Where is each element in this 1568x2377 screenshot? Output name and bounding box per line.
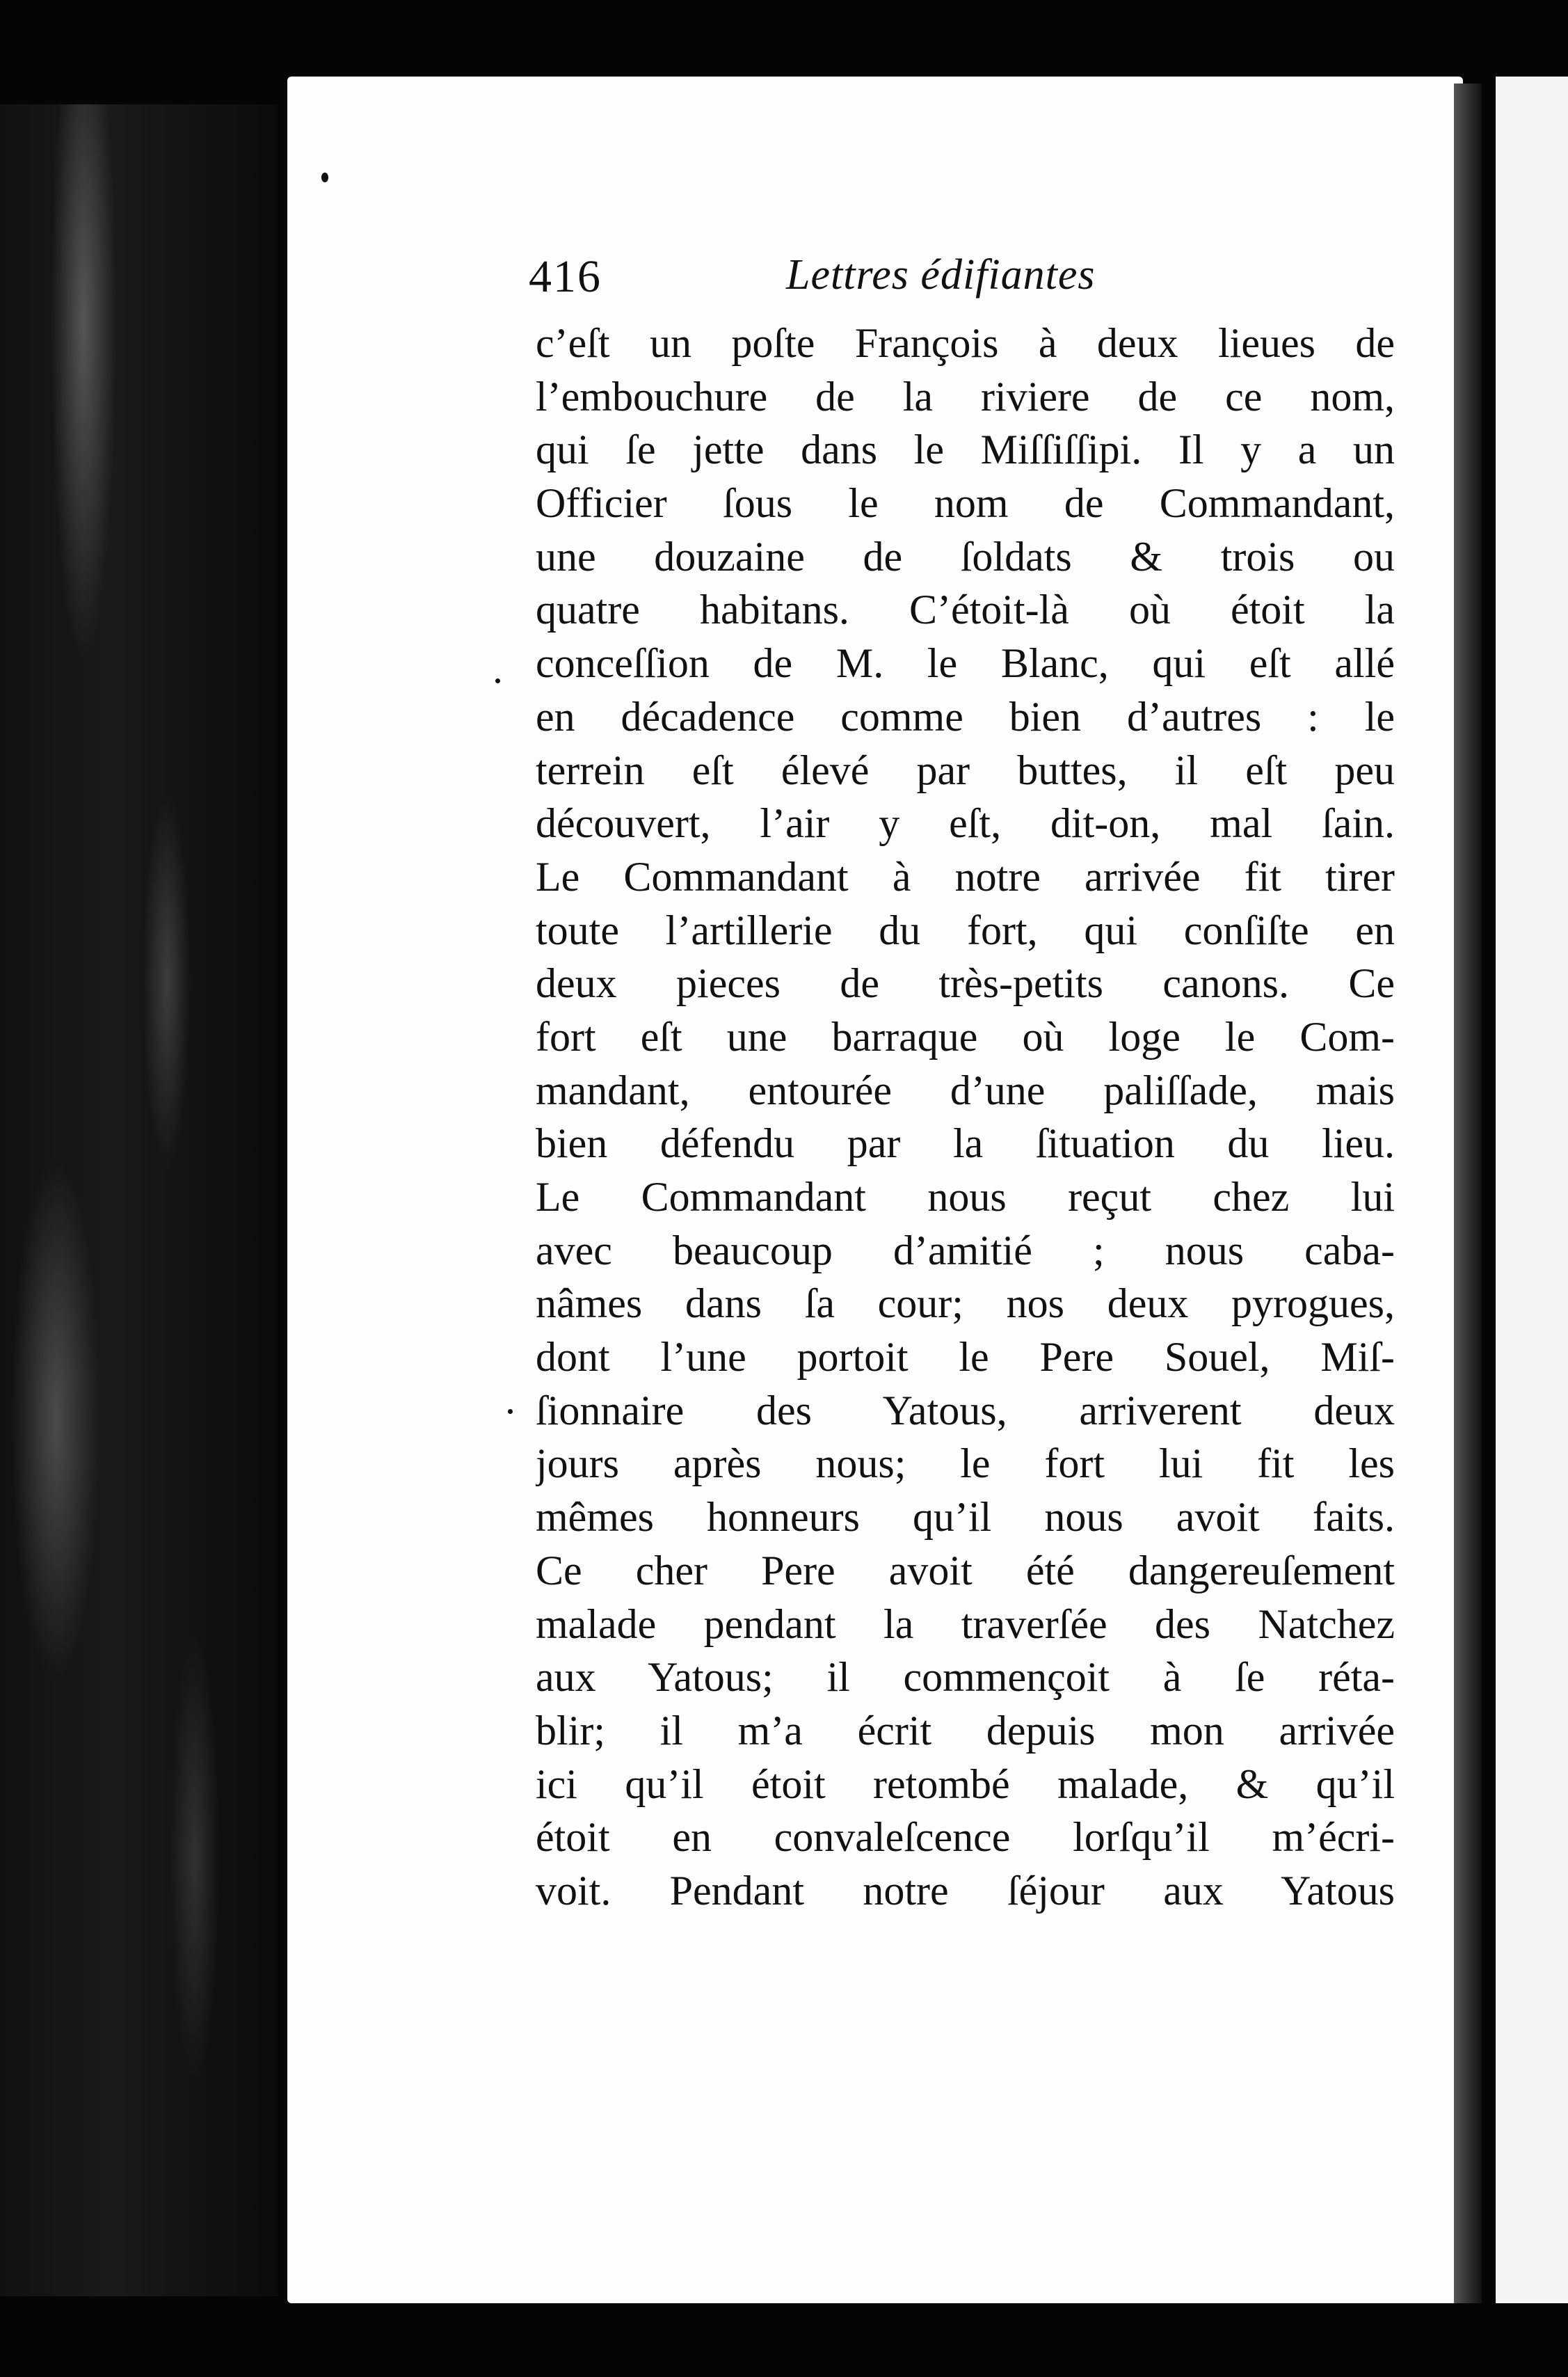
text-line: fort eſt une barraque où loge le Com- xyxy=(536,1013,1395,1060)
text-line: malade pendant la traverſée des Natchez xyxy=(536,1600,1395,1647)
text-line: toute l’artillerie du fort, qui conſiſte en xyxy=(536,907,1395,953)
text-line: aux Yatous; il commençoit à ſe réta- xyxy=(536,1654,1395,1701)
running-head xyxy=(529,251,1391,327)
adjacent-page-edge xyxy=(1496,77,1568,2303)
text-line: ſionnaire des Yatous, arriverent deux xyxy=(536,1387,1395,1433)
text-line: ici qu’il étoit retombé malade, & qu’il xyxy=(536,1760,1395,1807)
text-line: Officier ſous le nom de Commandant, xyxy=(536,480,1395,527)
text-line: Ce cher Pere avoit été dangereuſement xyxy=(536,1547,1395,1593)
text-line: terrein eſt élevé par buttes, il eſt peu xyxy=(536,747,1395,793)
text-line: une douzaine de ſoldats & trois ou xyxy=(536,533,1395,580)
text-line: dont l’une portoit le Pere Souel, Miſ- xyxy=(536,1334,1395,1381)
text-line: voit. Pendant notre ſéjour aux Yatous xyxy=(536,1867,1395,1914)
ink-speck xyxy=(508,1409,513,1414)
text-line: conceſſion de M. le Blanc, qui eſt allé xyxy=(536,640,1395,687)
text-line: mêmes honneurs qu’il nous avoit faits. xyxy=(536,1494,1395,1541)
text-line: jours après nous; le fort lui fit les xyxy=(536,1440,1395,1487)
body-text xyxy=(536,317,1395,1918)
running-title: Lettres édifiantes xyxy=(786,251,1096,299)
text-line: quatre habitans. C’étoit-là où étoit la xyxy=(536,587,1395,633)
text-line: c’eſt un poſte François à deux lieues de xyxy=(536,320,1395,366)
text-line: Le Commandant à notre arrivée fit tirer xyxy=(536,853,1395,900)
page-number: 416 xyxy=(529,251,602,302)
text-line: étoit en convaleſcence lorſqu’il m’écri- xyxy=(536,1814,1395,1861)
page-gutter-shadow xyxy=(1454,84,1482,2303)
text-line: découvert, l’air y eſt, dit-on, mal ſain. xyxy=(536,800,1395,847)
text-line: en décadence comme bien d’autres : le xyxy=(536,693,1395,740)
text-line: avec beaucoup d’amitié ; nous caba- xyxy=(536,1227,1395,1273)
text-line: bien défendu par la ſituation du lieu. xyxy=(536,1120,1395,1167)
text-line: nâmes dans ſa cour; nos deux pyrogues, xyxy=(536,1280,1395,1327)
text-line: l’embouchure de la riviere de ce nom, xyxy=(536,373,1395,420)
text-line: Le Commandant nous reçut chez lui xyxy=(536,1174,1395,1220)
ink-speck xyxy=(495,678,500,683)
ink-speck xyxy=(321,173,328,182)
text-line: mandant, entourée d’une paliſſade, mais xyxy=(536,1067,1395,1113)
text-line: blir; il m’a écrit depuis mon arrivée xyxy=(536,1707,1395,1754)
text-line: deux pieces de très-petits canons. Ce xyxy=(536,960,1395,1007)
text-line: qui ſe jette dans le Miſſiſſipi. Il y a un xyxy=(536,427,1395,473)
book-binding-edge xyxy=(0,104,278,2296)
